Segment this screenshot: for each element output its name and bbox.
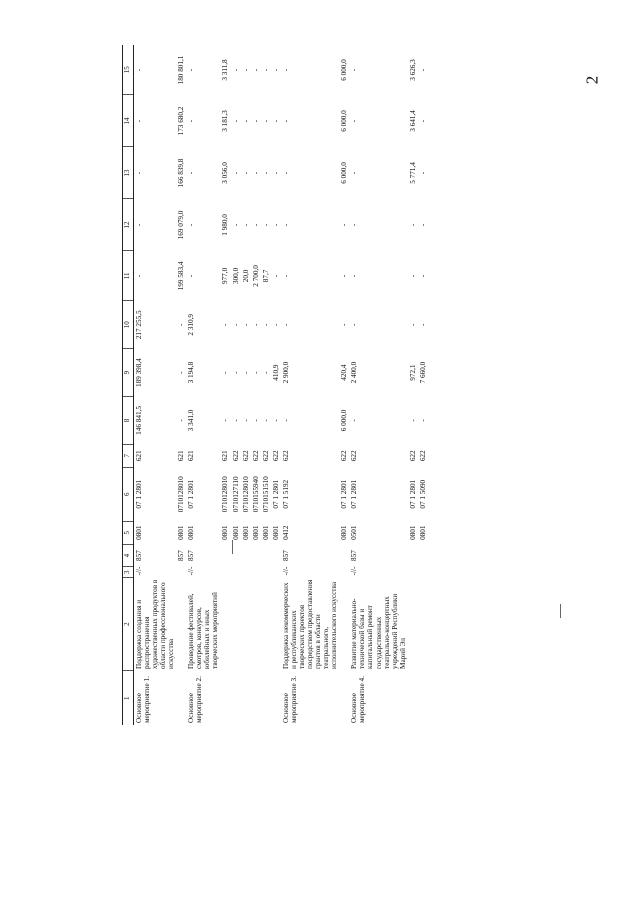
page-number: 2 (582, 75, 602, 85)
amount-cell: - (261, 223, 270, 227)
measure-description-cell: Поддержка создания и распространения художественных продуктов в области профессионального искусства (134, 579, 176, 669)
amount-cell: - (241, 171, 250, 175)
amount-cell: - (340, 223, 349, 227)
section-cell: 0801 (408, 525, 417, 540)
amount-cell: - (187, 274, 196, 278)
amount-cell: - (231, 119, 240, 123)
amount-cell: - (231, 68, 240, 72)
amount-cell: - (350, 323, 359, 326)
section-cell: 0801 (221, 525, 230, 540)
amount-cell: - (281, 171, 290, 175)
measure-description-cell: Развитие материально-технической базы и капитальный ремонт государственных театрально-концертных учреждений Республики Марий Эл (350, 593, 407, 669)
grbs-cell (418, 544, 428, 567)
expense-type-cell: 622 (231, 450, 240, 462)
target-item-cell: 07 1 2801 (271, 479, 280, 509)
amount-cell: - (251, 223, 260, 227)
measure-number-cell (231, 671, 241, 725)
amount-cell: 3 181,3 (221, 110, 230, 132)
amount-cell: - (281, 223, 290, 227)
amount-cell: - (221, 323, 230, 326)
grbs-cell: 857 (350, 550, 359, 561)
grbs-cell: 857 (187, 550, 196, 561)
amount-cell: 180 801,1 (177, 55, 186, 85)
target-item-cell: 07 1 2801 (187, 479, 196, 509)
amount-cell: - (187, 119, 196, 123)
amount-cell: - (241, 119, 250, 123)
grbs-cell: 857 (177, 550, 186, 561)
column-number: 7 (123, 444, 134, 467)
scan-mark (560, 604, 561, 618)
amount-cell: 7 660,0 (418, 361, 427, 384)
measure-description-cell (251, 577, 261, 671)
amount-cell: - (271, 419, 280, 422)
amount-cell: - (408, 323, 417, 326)
amount-cell: 3 056,0 (221, 162, 230, 184)
amount-cell: - (271, 223, 280, 227)
measure-number-cell (271, 671, 281, 725)
measure-number-cell (408, 671, 418, 725)
expense-type-cell: 622 (241, 450, 250, 462)
amount-cell: - (251, 371, 260, 374)
column-number-row (123, 45, 134, 725)
measure-description-cell (231, 577, 241, 671)
amount-cell: - (350, 419, 359, 422)
expense-type-cell: 622 (350, 450, 359, 462)
amount-cell: - (231, 171, 240, 175)
section-cell: 0801 (251, 525, 260, 540)
section-cell: 0501 (350, 525, 359, 540)
measure-subrow (418, 45, 428, 725)
measure-subrow (231, 45, 241, 725)
target-item-cell: 07 1 5090 (418, 479, 427, 509)
executor-cell (339, 567, 349, 577)
expense-type-cell: 622 (261, 450, 270, 462)
expense-type-cell: 621 (221, 450, 230, 462)
measure-number-cell (339, 671, 349, 725)
amount-cell: - (251, 323, 260, 326)
measure-description-cell (408, 577, 418, 671)
section-cell: 0801 (231, 525, 240, 540)
expense-type-cell: 622 (408, 450, 417, 462)
amount-cell: - (261, 419, 270, 422)
amount-cell: - (350, 119, 359, 123)
amount-cell: 166 839,8 (177, 158, 186, 188)
amount-cell: - (261, 68, 270, 72)
grbs-cell: 857 (134, 550, 143, 561)
amount-cell: - (418, 419, 427, 422)
amount-cell: - (281, 419, 290, 422)
budget-table-sheet (122, 45, 526, 725)
amount-cell: - (134, 223, 143, 227)
measure-subrow (241, 45, 251, 725)
expense-type-cell: 622 (340, 450, 349, 462)
amount-cell: - (340, 274, 349, 278)
measure-number-cell (251, 671, 261, 725)
amount-cell: - (418, 223, 427, 227)
budget-table (122, 45, 428, 725)
amount-cell: 3 341,0 (187, 409, 196, 432)
amount-cell: - (418, 274, 427, 278)
section-cell: 0801 (177, 525, 186, 540)
amount-cell: - (241, 419, 250, 422)
amount-cell: 3 641,4 (408, 110, 417, 132)
column-number: 8 (123, 397, 134, 445)
amount-cell: - (221, 371, 230, 374)
column-number: 12 (123, 199, 134, 251)
amount-cell: - (350, 223, 359, 227)
amount-cell: - (251, 419, 260, 422)
grbs-cell: 857 (281, 550, 290, 561)
amount-cell: 1 980,0 (221, 214, 230, 236)
amount-cell: - (281, 119, 290, 123)
section-cell: 0801 (134, 525, 143, 540)
target-item-cell: 0710128010 (221, 476, 230, 513)
measure-description-cell (418, 577, 428, 671)
measure-subrow (220, 45, 230, 725)
amount-cell: - (261, 323, 270, 326)
measure-description-cell (261, 577, 271, 671)
amount-cell: - (134, 274, 143, 278)
amount-cell: 6 000,0 (340, 110, 349, 132)
amount-cell: - (418, 119, 427, 123)
measure-subrow (408, 45, 418, 725)
expense-type-cell: 621 (134, 450, 143, 462)
expense-type-cell: 621 (177, 450, 186, 462)
executor-cell: -//- (187, 566, 196, 576)
measure-description-cell (220, 577, 230, 671)
section-cell: 0801 (187, 525, 196, 540)
measure-description-cell (176, 577, 186, 671)
column-number: 10 (123, 301, 134, 349)
column-number: 5 (123, 521, 134, 544)
amount-cell: - (231, 371, 240, 374)
executor-cell: -//- (281, 566, 290, 576)
grbs-cell (339, 544, 349, 567)
amount-cell: 2 310,9 (187, 314, 196, 336)
executor-cell (261, 567, 271, 577)
amount-cell: 420,4 (340, 364, 349, 381)
table-body (133, 45, 428, 725)
column-number: 3 (123, 567, 134, 577)
executor-cell (220, 567, 230, 577)
amount-cell: - (134, 68, 143, 72)
amount-cell: 6 000,0 (340, 59, 349, 81)
amount-cell: - (418, 68, 427, 72)
measure-number-cell (418, 671, 428, 725)
amount-cell: - (187, 68, 196, 72)
executor-cell (231, 567, 241, 577)
target-item-cell: 0710128010 (177, 476, 186, 513)
amount-cell: - (271, 274, 280, 278)
measure-number-cell: Основное мероприятие 4. (350, 676, 367, 723)
executor-cell (251, 567, 261, 577)
column-number: 14 (123, 95, 134, 147)
column-number: 9 (123, 349, 134, 397)
measure-row (281, 45, 339, 725)
column-number: 6 (123, 467, 134, 521)
target-item-cell: 07 1 2801 (340, 479, 349, 509)
amount-cell: - (261, 171, 270, 175)
grbs-cell (261, 544, 271, 567)
executor-cell (241, 567, 251, 577)
section-cell: 0801 (261, 525, 270, 540)
target-item-cell: 0710128010 (241, 476, 250, 513)
target-item-cell: 0710151510 (261, 476, 270, 513)
expense-type-cell: 622 (251, 450, 260, 462)
executor-cell: -//- (134, 566, 143, 576)
amount-cell: - (418, 323, 427, 326)
executor-cell (408, 567, 418, 577)
amount-cell: - (221, 419, 230, 422)
column-number: 4 (123, 544, 134, 567)
amount-cell: 189 398,4 (134, 358, 143, 387)
amount-cell: - (187, 171, 196, 175)
amount-cell: 3 311,8 (221, 59, 230, 81)
column-number: 1 (123, 671, 134, 725)
expense-type-cell: 621 (187, 450, 196, 462)
amount-cell: - (177, 323, 186, 326)
target-item-cell: 07 1 2801 (350, 479, 359, 509)
amount-cell: 3 626,3 (408, 59, 417, 81)
amount-cell: 2 700,0 (251, 265, 260, 287)
amount-cell: - (241, 223, 250, 227)
measure-number-cell (220, 671, 230, 725)
amount-cell: - (408, 223, 417, 227)
measure-description-cell (241, 577, 251, 671)
amount-cell: - (187, 223, 196, 227)
executor-cell (418, 567, 428, 577)
measure-subrow (261, 45, 271, 725)
section-cell: 0801 (340, 525, 349, 540)
column-number: 15 (123, 45, 134, 95)
measure-subrow (339, 45, 349, 725)
amount-cell: 3 194,8 (187, 361, 196, 384)
grbs-cell (251, 544, 261, 567)
measure-number-cell: Основное мероприятие 1. (134, 676, 151, 723)
expense-type-cell: 622 (281, 450, 290, 462)
executor-cell (271, 567, 281, 577)
measure-number-cell: Основное мероприятие 2. (187, 676, 204, 723)
measure-description-cell (271, 577, 281, 671)
measure-row (186, 45, 220, 725)
measure-description-cell: Поддержка некоммерческих и республиканских творческих проектов посредством предоставления грантов в области театрального, исполнительского искусства (281, 579, 339, 669)
amount-cell: - (251, 119, 260, 123)
section-cell: 0801 (271, 525, 280, 540)
amount-cell: 972,1 (408, 364, 417, 381)
executor-cell: -//- (350, 566, 359, 576)
amount-cell: - (251, 171, 260, 175)
section-cell: 0801 (418, 525, 427, 540)
amount-cell: - (134, 119, 143, 123)
amount-cell: 2 900,0 (281, 361, 290, 384)
measure-number-cell: Основное мероприятие 3. (281, 676, 298, 723)
measure-number-cell (261, 671, 271, 725)
amount-cell: 169 079,0 (177, 210, 186, 240)
amount-cell: - (231, 419, 240, 422)
amount-cell: - (271, 171, 280, 175)
amount-cell: - (231, 323, 240, 326)
measure-number-cell (241, 671, 251, 725)
amount-cell: 410,9 (271, 364, 280, 381)
amount-cell: - (134, 171, 143, 175)
amount-cell: 20,0 (241, 269, 250, 283)
amount-cell: - (281, 274, 290, 278)
amount-cell: - (408, 274, 417, 278)
amount-cell: - (271, 323, 280, 326)
measure-subrow (251, 45, 261, 725)
target-item-cell: 0710127110 (231, 476, 240, 513)
amount-cell: - (241, 68, 250, 72)
amount-cell: 87,7 (261, 269, 270, 283)
measure-subrow (271, 45, 281, 725)
amount-cell: - (241, 371, 250, 374)
measure-description-cell: Проведение фестивалей, смотров, конкурсов, юбилейных и иных творческих мероприятий (187, 592, 220, 669)
amount-cell: - (418, 171, 427, 175)
amount-cell: - (251, 68, 260, 72)
amount-cell: - (340, 323, 349, 326)
amount-cell: 146 841,5 (134, 406, 143, 435)
measure-subrow (176, 45, 186, 725)
amount-cell: 173 680,2 (177, 106, 186, 136)
grbs-cell (220, 544, 230, 567)
amount-cell: - (350, 274, 359, 278)
amount-cell: - (408, 419, 417, 422)
amount-cell: 5 771,4 (408, 162, 417, 184)
amount-cell: 6 000,0 (340, 409, 349, 432)
measure-row (349, 45, 407, 725)
amount-cell: - (241, 323, 250, 326)
amount-cell: 6 000,0 (340, 162, 349, 184)
amount-cell: 977,0 (221, 267, 230, 284)
section-cell: 0801 (241, 525, 250, 540)
amount-cell: - (271, 119, 280, 123)
section-cell: 0412 (281, 525, 290, 540)
measure-number-cell (176, 671, 186, 725)
target-item-cell: 0710155940 (251, 476, 260, 513)
amount-cell: 2 400,0 (350, 361, 359, 384)
amount-cell: - (281, 323, 290, 326)
amount-cell: 217 255,5 (134, 310, 143, 340)
expense-type-cell: 622 (418, 450, 427, 462)
grbs-cell (271, 544, 281, 567)
amount-cell: - (271, 68, 280, 72)
measure-row (133, 45, 176, 725)
target-item-cell: 07 1 5192 (281, 479, 290, 509)
target-item-cell: 07 1 2801 (408, 479, 417, 509)
amount-cell: - (231, 223, 240, 227)
amount-cell: - (350, 68, 359, 72)
amount-cell: - (261, 119, 270, 123)
target-item-cell: 07 1 2801 (134, 479, 143, 509)
expense-type-cell: 622 (271, 450, 280, 462)
column-number: 13 (123, 147, 134, 199)
amount-cell: 300,0 (231, 267, 240, 284)
measure-description-cell (339, 577, 349, 671)
amount-cell: - (281, 68, 290, 72)
column-number: 11 (123, 251, 134, 301)
column-number: 2 (123, 577, 134, 671)
amount-cell: - (177, 419, 186, 422)
scan-mark (232, 540, 233, 554)
amount-cell: - (177, 371, 186, 374)
executor-cell (176, 567, 186, 577)
grbs-cell (241, 544, 251, 567)
grbs-cell (408, 544, 418, 567)
amount-cell: - (261, 371, 270, 374)
amount-cell: 199 583,4 (177, 261, 186, 291)
amount-cell: - (350, 171, 359, 175)
